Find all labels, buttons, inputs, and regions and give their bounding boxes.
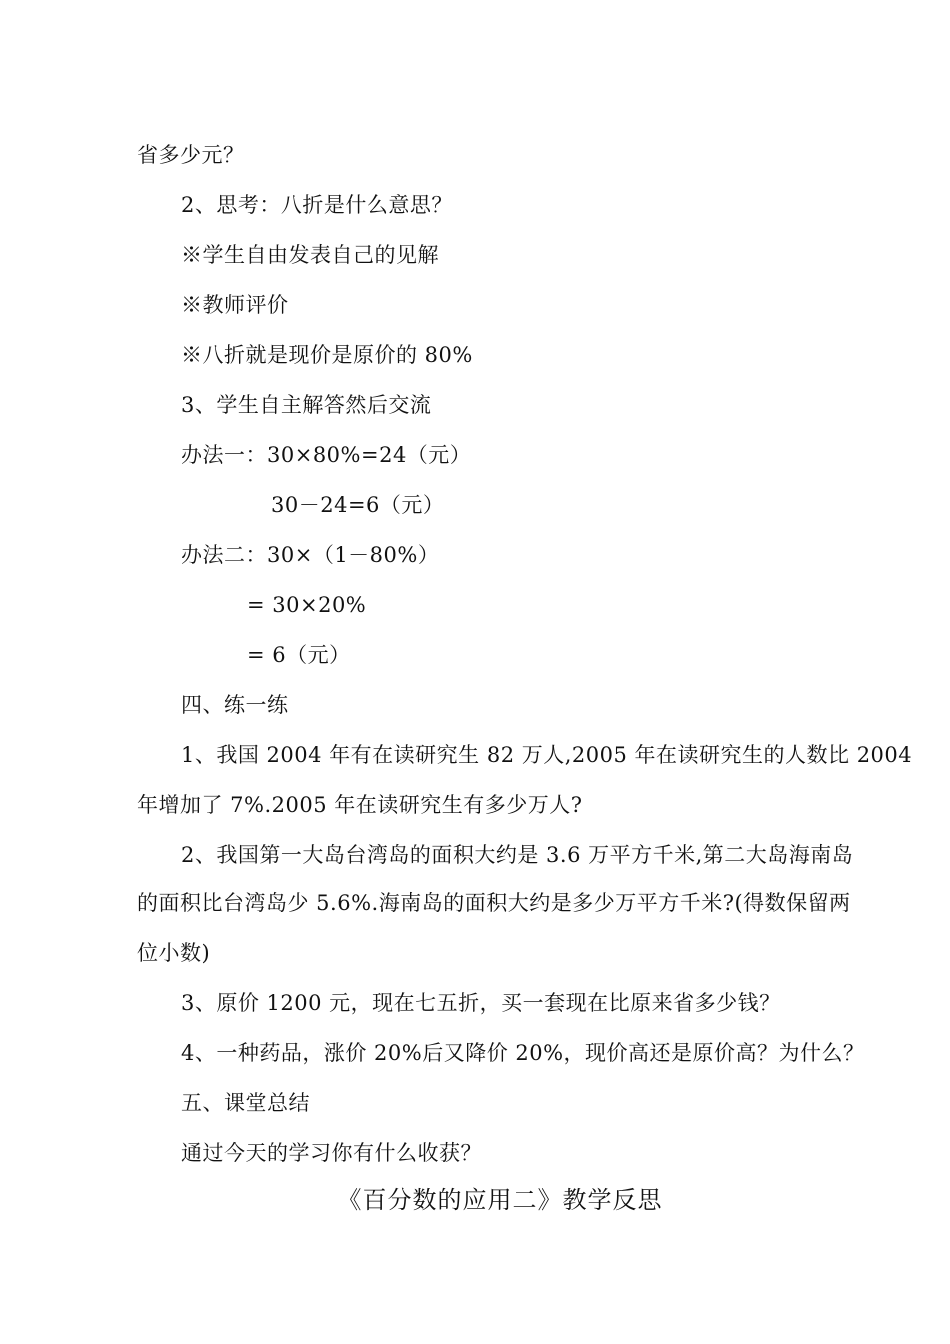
text-line-method-two-step2: = 30×20% (247, 593, 367, 617)
text-line-continuation: 省多少元？ (137, 143, 245, 167)
text-line-think-question: 2、思考：八折是什么意思？ (181, 193, 453, 217)
reflection-title: 《百分数的应用二》教学反思 (337, 1186, 663, 1214)
text-line-self-solve: 3、学生自主解答然后交流 (181, 393, 432, 417)
text-line-method-one: 办法一：30×80%=24（元） (181, 443, 472, 467)
text-line-q2-part1: 2、我国第一大岛台湾岛的面积大约是 3.6 万平方千米,第二大岛海南岛 (181, 843, 854, 867)
section-heading-practice: 四、练一练 (181, 693, 289, 717)
text-line-summary-question: 通过今天的学习你有什么收获？ (181, 1141, 482, 1165)
text-line-student-views: ※学生自由发表自己的见解 (181, 243, 439, 267)
section-heading-summary: 五、课堂总结 (181, 1091, 310, 1115)
text-line-method-two: 办法二：30×（1－80%） (181, 543, 440, 567)
text-line-teacher-eval: ※教师评价 (181, 293, 289, 317)
text-line-q2-part3: 位小数) (137, 941, 211, 965)
text-line-q3: 3、原价 1200 元，现在七五折，买一套现在比原来省多少钱？ (181, 991, 781, 1015)
text-line-q1-part1: 1、我国 2004 年有在读研究生 82 万人,2005 年在读研究生的人数比 2004 (181, 743, 913, 767)
text-line-method-one-step2: 30－24=6（元） (271, 493, 445, 517)
text-line-q1-part2: 年增加了 7%.2005 年在读研究生有多少万人? (137, 793, 583, 817)
text-line-q2-part2: 的面积比台湾岛少 5.6%.海南岛的面积大约是多少万平方千米?(得数保留两 (137, 891, 851, 915)
text-line-q4: 4、一种药品，涨价 20%后又降价 20%，现价高还是原价高？为什么？ (181, 1041, 865, 1065)
text-line-eighty-percent: ※八折就是现价是原价的 80% (181, 343, 473, 367)
text-line-method-two-step3: = 6（元） (247, 643, 351, 667)
